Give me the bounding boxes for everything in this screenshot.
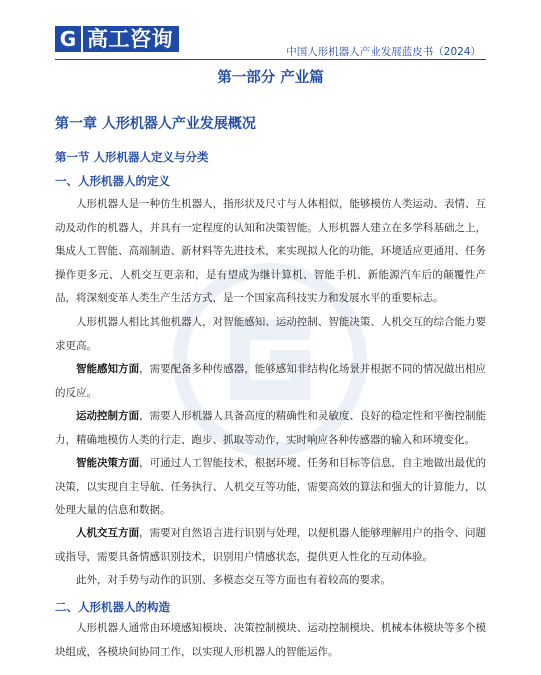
paragraph-structure: 人形机器人通常由环境感知模块、决策控制模块、运动控制模块、机械本体模块等多个模块组成，各模块间协同工作，以实现人形机器人的智能运作。 bbox=[55, 622, 486, 658]
lead-decision: 智能决策方面 bbox=[76, 457, 140, 469]
book-title: 中国人形机器人产业发展蓝皮书（2024） bbox=[286, 46, 481, 58]
paragraph-interaction bbox=[55, 522, 486, 569]
section-title: 第一节 人形机器人定义与分类 bbox=[55, 150, 209, 164]
paragraph-perception bbox=[55, 358, 486, 405]
text-interaction: ，需要对自然语言进行识别与处理，以便机器人能够理解用户的指令、问题或指导，需要具备情感识别技术，识别用户情感状态，提供更人性化的互动体验。 bbox=[55, 527, 487, 563]
lead-interaction: 人机交互方面 bbox=[76, 527, 140, 539]
paragraph-requirements: 人形机器人相比其他机器人，对智能感知、运动控制、智能决策、人机交互的综合能力要求更高。 bbox=[55, 316, 486, 352]
subsection-title-structure: 二、人形机器人的构造 bbox=[55, 600, 170, 614]
paragraph-motion-control bbox=[55, 405, 486, 452]
page-header bbox=[0, 0, 541, 62]
logo-mark: G bbox=[55, 26, 81, 52]
company-logo bbox=[55, 23, 179, 55]
paragraph-additional: 此外，对手势与动作的识别、多模态交互等方面也有着较高的要求。 bbox=[76, 574, 391, 586]
header-divider bbox=[55, 59, 486, 60]
part-title: 第一部分 产业篇 bbox=[217, 70, 324, 86]
chapter-title: 第一章 人形机器人产业发展概况 bbox=[55, 116, 256, 132]
text-perception: ，需要配备多种传感器，能够感知非结构化场景并根据不同的情况做出相应的反应。 bbox=[55, 363, 487, 399]
paragraph-definition: 人形机器人是一种仿生机器人，指形状及尺寸与人体相似，能够模仿人类运动、表情、互动及动作的机器人，并具有一定程度的认知和决策智能。人形机器人建立在多学科基础之上，集成人工智能、高端制造、新材料等先进技术，来实现拟人化的功能，环境适应更通用、任务操作更多元、人机交互更亲和，是有望成为继计算机、智能手机、新能源汽车后的颠覆性产品，将深刻变革人类生产生活方式，是一个国家高科技实力和发展水平的重要标志。 bbox=[55, 198, 486, 304]
lead-motion-control: 运动控制方面 bbox=[76, 410, 140, 422]
subsection-title-definition: 一、人形机器人的定义 bbox=[55, 174, 170, 188]
lead-perception: 智能感知方面 bbox=[76, 363, 140, 375]
text-decision: ，可通过人工智能技术，根据环境、任务和目标等信息，自主地做出最优的决策，以实现自主导航、任务执行、人机交互等功能，需要高效的算法和强大的计算能力，以处理大量的信息和数据。 bbox=[55, 457, 487, 516]
text-motion-control: ，需要人形机器人具备高度的精确性和灵敏度、良好的稳定性和平衡控制能力，精确地模仿人类的行走、跑步、抓取等动作，实时响应各种传感器的输入和环境变化。 bbox=[55, 410, 487, 446]
logo-text: 高工咨询 bbox=[83, 26, 179, 52]
paragraph-decision bbox=[55, 452, 486, 523]
